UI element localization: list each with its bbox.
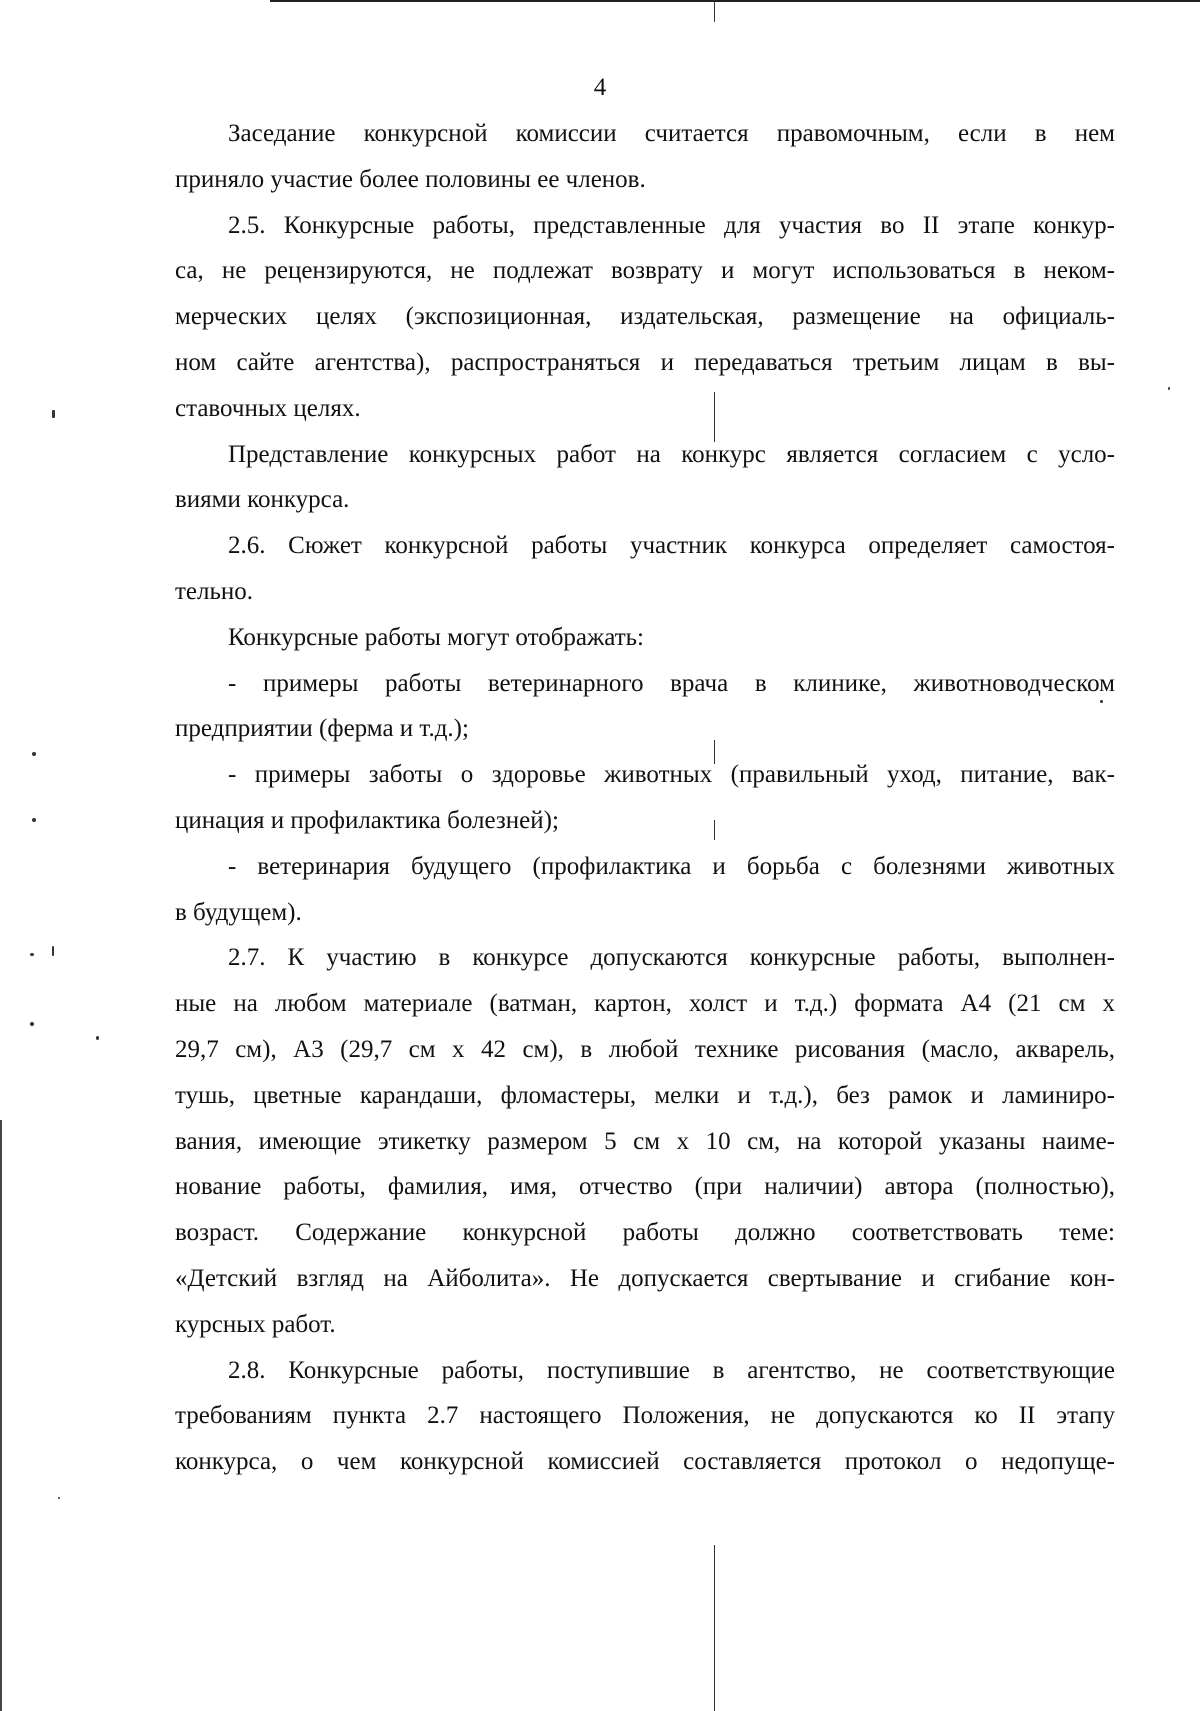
text-line: тушь, цветные карандаши, фломастеры, мелки и т.д.), без рамок и ламиниро- bbox=[175, 1082, 1115, 1109]
text-line: 2.6. Сюжет конкурсной работы участник конкурса определяет самостоя- bbox=[228, 532, 1115, 559]
text-line: 29,7 см), А3 (29,7 см х 42 см), в любой технике рисования (масло, акварель, bbox=[175, 1036, 1115, 1063]
text-line: 2.8. Конкурсные работы, поступившие в агентство, не соответствующие bbox=[228, 1357, 1115, 1384]
text-line: - ветеринария будущего (профилактика и борьба с болезнями животных bbox=[228, 853, 1115, 880]
text-line: - примеры заботы о здоровье животных (правильный уход, питание, вак- bbox=[228, 761, 1115, 788]
text-line: «Детский взгляд на Айболита». Не допускается свертывание и сгибание кон- bbox=[175, 1265, 1115, 1292]
text-line: возраст. Содержание конкурсной работы должно соответствовать теме: bbox=[175, 1219, 1115, 1246]
text-line: предприятии (ферма и т.д.); bbox=[175, 715, 469, 742]
text-line: 2.5. Конкурсные работы, представленные для участия во II этапе конкур- bbox=[228, 212, 1115, 239]
text-line: ном сайте агентства), распространяться и передаваться третьим лицам в вы- bbox=[175, 349, 1115, 376]
text-line: приняло участие более половины ее членов. bbox=[175, 166, 646, 193]
text-line: виями конкурса. bbox=[175, 486, 350, 513]
text-line: нование работы, фамилия, имя, отчество (при наличии) автора (полностью), bbox=[175, 1173, 1115, 1200]
text-line: ставочных целях. bbox=[175, 395, 361, 422]
text-line: 2.7. К участию в конкурсе допускаются конкурсные работы, выполнен- bbox=[228, 944, 1115, 971]
text-line: конкурса, о чем конкурсной комиссией составляется протокол о недопуще- bbox=[175, 1448, 1115, 1475]
scan-speck bbox=[96, 1036, 99, 1040]
scan-left-edge bbox=[0, 1120, 2, 1711]
scan-speck bbox=[30, 953, 34, 956]
text-line: Конкурсные работы могут отображать: bbox=[228, 624, 645, 651]
scan-speck bbox=[58, 1497, 60, 1499]
text-line: са, не рецензируются, не подлежат возврату и могут использоваться в неком- bbox=[175, 257, 1115, 284]
text-line: Заседание конкурсной комиссии считается правомочным, если в нем bbox=[228, 120, 1115, 147]
text-line: цинация и профилактика болезней); bbox=[175, 807, 559, 834]
text-line: курсных работ. bbox=[175, 1311, 336, 1338]
scan-speck bbox=[52, 410, 55, 418]
text-line: вания, имеющие этикетку размером 5 см х 10 см, на которой указаны наиме- bbox=[175, 1128, 1115, 1155]
text-line: в будущем). bbox=[175, 899, 302, 926]
scan-fold-line bbox=[714, 0, 715, 22]
text-line: ные на любом материале (ватман, картон, холст и т.д.) формата А4 (21 см х bbox=[175, 990, 1115, 1017]
text-line: тельно. bbox=[175, 578, 254, 605]
scan-speck bbox=[52, 946, 54, 956]
text-line: требованиям пункта 2.7 настоящего Положения, не допускаются ко II этапу bbox=[175, 1402, 1115, 1429]
text-line: мерческих целях (экспозиционная, издательская, размещение на официаль- bbox=[175, 303, 1115, 330]
text-line: - примеры работы ветеринарного врача в клинике, животноводческом bbox=[228, 670, 1115, 697]
scan-fold-line bbox=[714, 1545, 715, 1711]
scan-speck bbox=[32, 818, 36, 822]
scan-top-rule bbox=[270, 0, 1200, 2]
scan-speck bbox=[32, 752, 36, 756]
scan-speck bbox=[30, 1022, 34, 1026]
page-number: 4 bbox=[593, 74, 607, 101]
scan-speck bbox=[1168, 387, 1170, 390]
text-line: Представление конкурсных работ на конкурс является согласием с усло- bbox=[228, 441, 1115, 468]
